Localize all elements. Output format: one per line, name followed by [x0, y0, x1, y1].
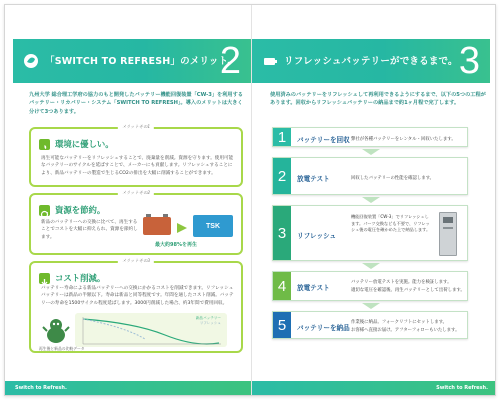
- step-label: バッテリーを回収: [297, 136, 350, 144]
- down-arrow-icon: [362, 149, 380, 155]
- step-description: バッテリー放電テストを実施。能力を検証します。: [351, 280, 452, 285]
- right-footer-text: Switch to Refresh.: [436, 385, 488, 391]
- merit-body: バッテリー寿命による新品バッテリーへの交換にかかるコストを削減できます。リフレッシュバッテリーは新品の半額以下。寿命は新品と同等程度です。年間を通したコスト削減。バッテリーの寿命を1500サイクル程度延ばします。3000円削減した場合、約3年間で費用回収。: [41, 286, 234, 306]
- left-footer: [5, 381, 251, 396]
- step-3-detail: 機能回復装置「CW-3」でリフレッシュします。パーツ交換なども不要で、リフレッシュ後の電圧を確かめた上で納品します。: [351, 214, 431, 233]
- recycle-icon: [39, 205, 50, 216]
- hand-plant-icon: [39, 139, 50, 150]
- leaf-icon: [23, 53, 39, 69]
- step-description: 作業後に納品。フォークリフトにセットします。: [351, 320, 448, 325]
- merit-heading: [39, 271, 105, 285]
- step-label: 放電テスト: [297, 175, 330, 183]
- cw3-machine-icon: [439, 212, 457, 256]
- step-label: バッテリーを納品: [297, 324, 350, 332]
- recycle-percent-text: 最大約98%を再生: [155, 242, 197, 248]
- old-battery-icon: [143, 217, 171, 235]
- step-description: 弊社が各種バッテリーをレンタル・回収いたします。: [351, 137, 456, 142]
- left-intro-text: 九州大学 総合理工学府の協力のもと開発したバッテリー機能回復装置「CW-3」を利用するバッテリー・リカバリー・システム「SWITCH TO REFRESH」。導入のメリットは大きく分けて3つあります。: [29, 92, 243, 115]
- right-banner: [252, 39, 490, 83]
- left-banner: [13, 39, 251, 83]
- battery-icon: [262, 53, 278, 69]
- process-step-3: [272, 205, 468, 261]
- step-label: 放電テスト: [297, 284, 330, 292]
- merit-title: 環境に優しい。: [55, 139, 114, 149]
- step-number: 4: [273, 272, 291, 300]
- step-label: リフレッシュ: [297, 232, 337, 240]
- right-banner-title: リフレッシュバッテリーができるまで。: [284, 56, 458, 67]
- right-footer: [252, 381, 496, 396]
- step-4-detail: 適切な電圧を確認後、再生バッテリーとして出荷します。: [351, 288, 465, 293]
- new-battery-icon: TSK: [193, 215, 233, 237]
- merit-label: メリットその1: [118, 124, 154, 130]
- step-number: 3: [273, 206, 291, 260]
- down-arrow-icon: [39, 273, 50, 284]
- mascot-caption: 再生後と新品の比較データ: [39, 346, 85, 351]
- left-banner-title: 「SWITCH TO REFRESH」のメリット。: [45, 56, 238, 67]
- step-number: 2: [273, 158, 291, 194]
- step-description: 回収したバッテリーの性能を確認します。: [351, 176, 435, 181]
- cost-graph: [75, 313, 227, 347]
- merit-heading: [39, 203, 105, 217]
- merit-card-3: [29, 261, 243, 353]
- step-5-detail: お客様へ直接お届け。アフターフォローもいたします。: [351, 328, 460, 333]
- brochure-spread: [4, 4, 496, 396]
- down-arrow-icon: [362, 263, 380, 269]
- graph-legend-new: 新品バッテリー: [195, 316, 221, 320]
- mascot-icon: [41, 317, 71, 345]
- process-step-4: [272, 271, 468, 301]
- left-section-number: 2: [219, 40, 241, 82]
- right-section-number: 3: [458, 40, 480, 82]
- graph-legend-refresh: リフレッシュ: [199, 321, 221, 325]
- arrow-right-icon: [177, 223, 187, 233]
- down-arrow-icon: [362, 303, 380, 309]
- merit-title: コスト削減。: [55, 273, 106, 283]
- step-number: 5: [273, 312, 291, 338]
- merit-body: 再生可能なバッテリーをリフレッシュすることで、廃棄量を削減。資源を守ります。使用可能なバッテリーのサイクルを延ばすことで、メーカーにも貢献します。リフレッシュすることにより、新品バッテリーの製造で生じるCO2の排出を大幅に削減することができます。: [41, 156, 234, 176]
- down-arrow-icon: [362, 197, 380, 203]
- left-footer-text: Switch to Refresh.: [15, 385, 67, 391]
- process-step-5: [272, 311, 468, 339]
- step-number: 1: [273, 128, 291, 146]
- merit-card-2: [29, 193, 243, 255]
- process-step-1: [272, 127, 468, 147]
- merit-card-1: [29, 127, 243, 187]
- merit-heading: [39, 137, 114, 151]
- process-step-2: [272, 157, 468, 195]
- merit-title: 資源を節約。: [55, 205, 106, 215]
- merit-label: メリットその3: [118, 258, 154, 264]
- right-intro-text: 使用済みのバッテリーをリフレッシュして再利用できるようにするまで、以下の5つの工程があります。回収からリフレッシュバッテリーの納品まで約1ヶ月程で完了します。: [270, 92, 486, 107]
- right-page: [252, 5, 496, 396]
- merit-label: メリットその2: [118, 190, 154, 196]
- merit-body: 新品のバッテリーへの交換に比べて、再生することでコストを大幅に抑えられ、資源を節約します。: [41, 220, 138, 240]
- left-page: [5, 5, 251, 396]
